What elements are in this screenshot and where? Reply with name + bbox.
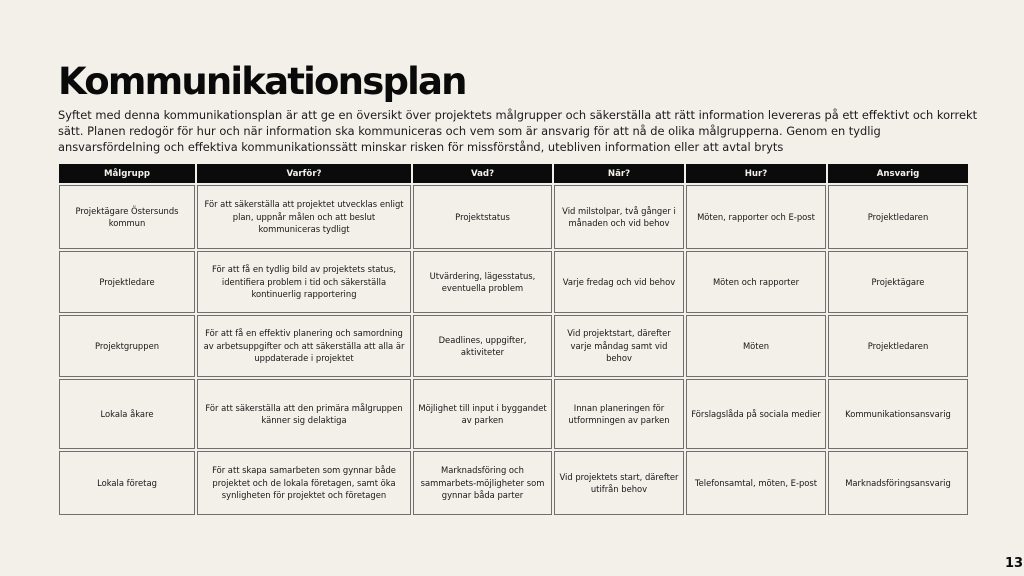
cell-malgrupp: Lokala åkare: [59, 379, 195, 449]
cell-ansvarig: Projektledaren: [828, 315, 968, 377]
cell-nar: Innan planeringen för utformningen av parken: [554, 379, 684, 449]
cell-ansvarig: Kommunikationsansvarig: [828, 379, 968, 449]
cell-ansvarig: Marknadsföringsansvarig: [828, 451, 968, 515]
cell-varfor: För att få en tydlig bild av projektets status, identifiera problem i tid och säkerställa kontinuerlig rapportering: [197, 251, 411, 313]
cell-vad: Projektstatus: [413, 185, 552, 249]
cell-varfor: För att säkerställa att projektet utvecklas enligt plan, uppnår målen och att beslut kommuniceras tydligt: [197, 185, 411, 249]
cell-malgrupp: Projektgruppen: [59, 315, 195, 377]
cell-malgrupp: Lokala företag: [59, 451, 195, 515]
table-row: [59, 379, 968, 449]
cell-vad: Marknadsföring och sammarbets-möjligheter som gynnar båda parter: [413, 451, 552, 515]
cell-hur: Möten: [686, 315, 826, 377]
page-number: 13: [1005, 556, 1024, 571]
cell-vad: Möjlighet till input i byggandet av parken: [413, 379, 552, 449]
cell-malgrupp: Projektägare Östersunds kommun: [59, 185, 195, 249]
cell-hur: Möten, rapporter och E-post: [686, 185, 826, 249]
header-vad: Vad?: [413, 164, 552, 183]
cell-hur: Förslagslåda på sociala medier: [686, 379, 826, 449]
communication-plan-table: [57, 162, 970, 517]
table-header-row: [59, 164, 968, 183]
table-row: [59, 315, 968, 377]
cell-nar: Varje fredag och vid behov: [554, 251, 684, 313]
cell-hur: Möten och rapporter: [686, 251, 826, 313]
table-row: [59, 251, 968, 313]
cell-malgrupp: Projektledare: [59, 251, 195, 313]
cell-varfor: För att få en effektiv planering och samordning av arbetsuppgifter och att säkerställa att alla är uppdaterade i projektet: [197, 315, 411, 377]
header-hur: Hur?: [686, 164, 826, 183]
header-nar: När?: [554, 164, 684, 183]
cell-nar: Vid projektets start, därefter utifrån behov: [554, 451, 684, 515]
table-row: [59, 451, 968, 515]
header-ansvarig: Ansvarig: [828, 164, 968, 183]
cell-hur: Telefonsamtal, möten, E-post: [686, 451, 826, 515]
cell-vad: Deadlines, uppgifter, aktiviteter: [413, 315, 552, 377]
header-varfor: Varför?: [197, 164, 411, 183]
cell-ansvarig: Projektägare: [828, 251, 968, 313]
table-row: [59, 185, 968, 249]
header-malgrupp: Målgrupp: [59, 164, 195, 183]
cell-ansvarig: Projektledaren: [828, 185, 968, 249]
intro-paragraph: Syftet med denna kommunikationsplan är att ge en översikt över projektets målgrupper och säkerställa att rätt information levereras på ett effektivt och korrekt sätt. Planen redogör för hur och när information ska kommuniceras och vem som är ansvarig för att nå de olika målgrupperna. Genom en tydlig ansvarsfördelning och effektiva kommunikationssätt minskar risken för missförstånd, utebliven information eller att avtal bryts: [58, 108, 978, 154]
cell-nar: Vid milstolpar, två gånger i månaden och vid behov: [554, 185, 684, 249]
cell-varfor: För att säkerställa att den primära målgruppen känner sig delaktiga: [197, 379, 411, 449]
cell-varfor: För att skapa samarbeten som gynnar både projektet och de lokala företagen, samt öka synligheten för projektet och företagen: [197, 451, 411, 515]
cell-nar: Vid projektstart, därefter varje måndag samt vid behov: [554, 315, 684, 377]
cell-vad: Utvärdering, lägesstatus, eventuella problem: [413, 251, 552, 313]
page-title: Kommunikationsplan: [58, 60, 466, 103]
